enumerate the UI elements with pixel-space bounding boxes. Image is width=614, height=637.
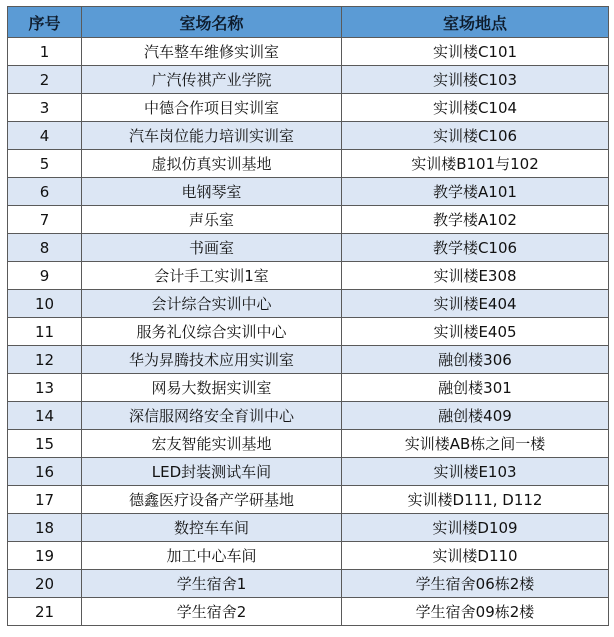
row-index-cell: 14 bbox=[8, 402, 82, 430]
table-row bbox=[8, 262, 609, 290]
facility-location-cell: 实训楼E103 bbox=[342, 458, 609, 486]
table-row bbox=[8, 66, 609, 94]
facility-location-cell: 实训楼C101 bbox=[342, 38, 609, 66]
row-index-cell: 15 bbox=[8, 430, 82, 458]
row-index-cell: 1 bbox=[8, 38, 82, 66]
row-index-cell: 7 bbox=[8, 206, 82, 234]
header-index: 序号 bbox=[8, 7, 82, 38]
facility-location-cell: 融创楼306 bbox=[342, 346, 609, 374]
header-facility-location: 室场地点 bbox=[342, 7, 609, 38]
facility-name-cell: 虚拟仿真实训基地 bbox=[82, 150, 342, 178]
facility-location-cell: 实训楼C104 bbox=[342, 94, 609, 122]
table-row bbox=[8, 542, 609, 570]
table-row bbox=[8, 178, 609, 206]
facility-table-container bbox=[7, 6, 608, 626]
row-index-cell: 11 bbox=[8, 318, 82, 346]
table-row bbox=[8, 234, 609, 262]
table-row bbox=[8, 458, 609, 486]
row-index-cell: 4 bbox=[8, 122, 82, 150]
facility-name-cell: 数控车车间 bbox=[82, 514, 342, 542]
table-row bbox=[8, 402, 609, 430]
facility-name-cell: 学生宿舍1 bbox=[82, 570, 342, 598]
facility-location-cell: 实训楼B101与102 bbox=[342, 150, 609, 178]
facility-location-cell: 实训楼E308 bbox=[342, 262, 609, 290]
facility-location-cell: 实训楼D109 bbox=[342, 514, 609, 542]
facility-location-cell: 融创楼409 bbox=[342, 402, 609, 430]
facility-name-cell: 服务礼仪综合实训中心 bbox=[82, 318, 342, 346]
facility-name-cell: LED封装测试车间 bbox=[82, 458, 342, 486]
facility-location-cell: 教学楼C106 bbox=[342, 234, 609, 262]
facility-name-cell: 汽车整车维修实训室 bbox=[82, 38, 342, 66]
facility-name-cell: 会计手工实训1室 bbox=[82, 262, 342, 290]
facility-name-cell: 宏友智能实训基地 bbox=[82, 430, 342, 458]
facility-name-cell: 中德合作项目实训室 bbox=[82, 94, 342, 122]
table-row bbox=[8, 374, 609, 402]
table-row bbox=[8, 122, 609, 150]
row-index-cell: 10 bbox=[8, 290, 82, 318]
facility-name-cell: 学生宿舍2 bbox=[82, 598, 342, 626]
facility-location-cell: 教学楼A102 bbox=[342, 206, 609, 234]
facility-location-cell: 融创楼301 bbox=[342, 374, 609, 402]
facility-name-cell: 德鑫医疗设备产学研基地 bbox=[82, 486, 342, 514]
table-row bbox=[8, 94, 609, 122]
row-index-cell: 3 bbox=[8, 94, 82, 122]
facility-location-cell: 实训楼D111, D112 bbox=[342, 486, 609, 514]
row-index-cell: 21 bbox=[8, 598, 82, 626]
row-index-cell: 8 bbox=[8, 234, 82, 262]
facility-name-cell: 书画室 bbox=[82, 234, 342, 262]
table-row bbox=[8, 486, 609, 514]
facility-location-cell: 实训楼C106 bbox=[342, 122, 609, 150]
row-index-cell: 16 bbox=[8, 458, 82, 486]
table-row bbox=[8, 150, 609, 178]
table-row bbox=[8, 290, 609, 318]
facility-name-cell: 汽车岗位能力培训实训室 bbox=[82, 122, 342, 150]
header-facility-name: 室场名称 bbox=[82, 7, 342, 38]
row-index-cell: 17 bbox=[8, 486, 82, 514]
table-body bbox=[8, 38, 609, 626]
row-index-cell: 6 bbox=[8, 178, 82, 206]
row-index-cell: 13 bbox=[8, 374, 82, 402]
row-index-cell: 18 bbox=[8, 514, 82, 542]
facility-location-cell: 教学楼A101 bbox=[342, 178, 609, 206]
facility-table bbox=[7, 6, 609, 626]
row-index-cell: 2 bbox=[8, 66, 82, 94]
facility-location-cell: 实训楼E404 bbox=[342, 290, 609, 318]
facility-name-cell: 深信服网络安全育训中心 bbox=[82, 402, 342, 430]
table-row bbox=[8, 430, 609, 458]
table-row bbox=[8, 598, 609, 626]
row-index-cell: 20 bbox=[8, 570, 82, 598]
table-row bbox=[8, 570, 609, 598]
table-row bbox=[8, 206, 609, 234]
header-row bbox=[8, 7, 609, 38]
table-row bbox=[8, 38, 609, 66]
row-index-cell: 12 bbox=[8, 346, 82, 374]
row-index-cell: 9 bbox=[8, 262, 82, 290]
facility-name-cell: 华为昇腾技术应用实训室 bbox=[82, 346, 342, 374]
facility-name-cell: 加工中心车间 bbox=[82, 542, 342, 570]
table-row bbox=[8, 318, 609, 346]
facility-location-cell: 学生宿舍09栋2楼 bbox=[342, 598, 609, 626]
facility-name-cell: 声乐室 bbox=[82, 206, 342, 234]
row-index-cell: 19 bbox=[8, 542, 82, 570]
facility-location-cell: 实训楼D110 bbox=[342, 542, 609, 570]
facility-location-cell: 学生宿舍06栋2楼 bbox=[342, 570, 609, 598]
facility-name-cell: 网易大数据实训室 bbox=[82, 374, 342, 402]
row-index-cell: 5 bbox=[8, 150, 82, 178]
table-header bbox=[8, 7, 609, 38]
facility-name-cell: 电钢琴室 bbox=[82, 178, 342, 206]
facility-name-cell: 广汽传祺产业学院 bbox=[82, 66, 342, 94]
facility-name-cell: 会计综合实训中心 bbox=[82, 290, 342, 318]
facility-location-cell: 实训楼C103 bbox=[342, 66, 609, 94]
facility-location-cell: 实训楼AB栋之间一楼 bbox=[342, 430, 609, 458]
facility-location-cell: 实训楼E405 bbox=[342, 318, 609, 346]
table-row bbox=[8, 346, 609, 374]
table-row bbox=[8, 514, 609, 542]
